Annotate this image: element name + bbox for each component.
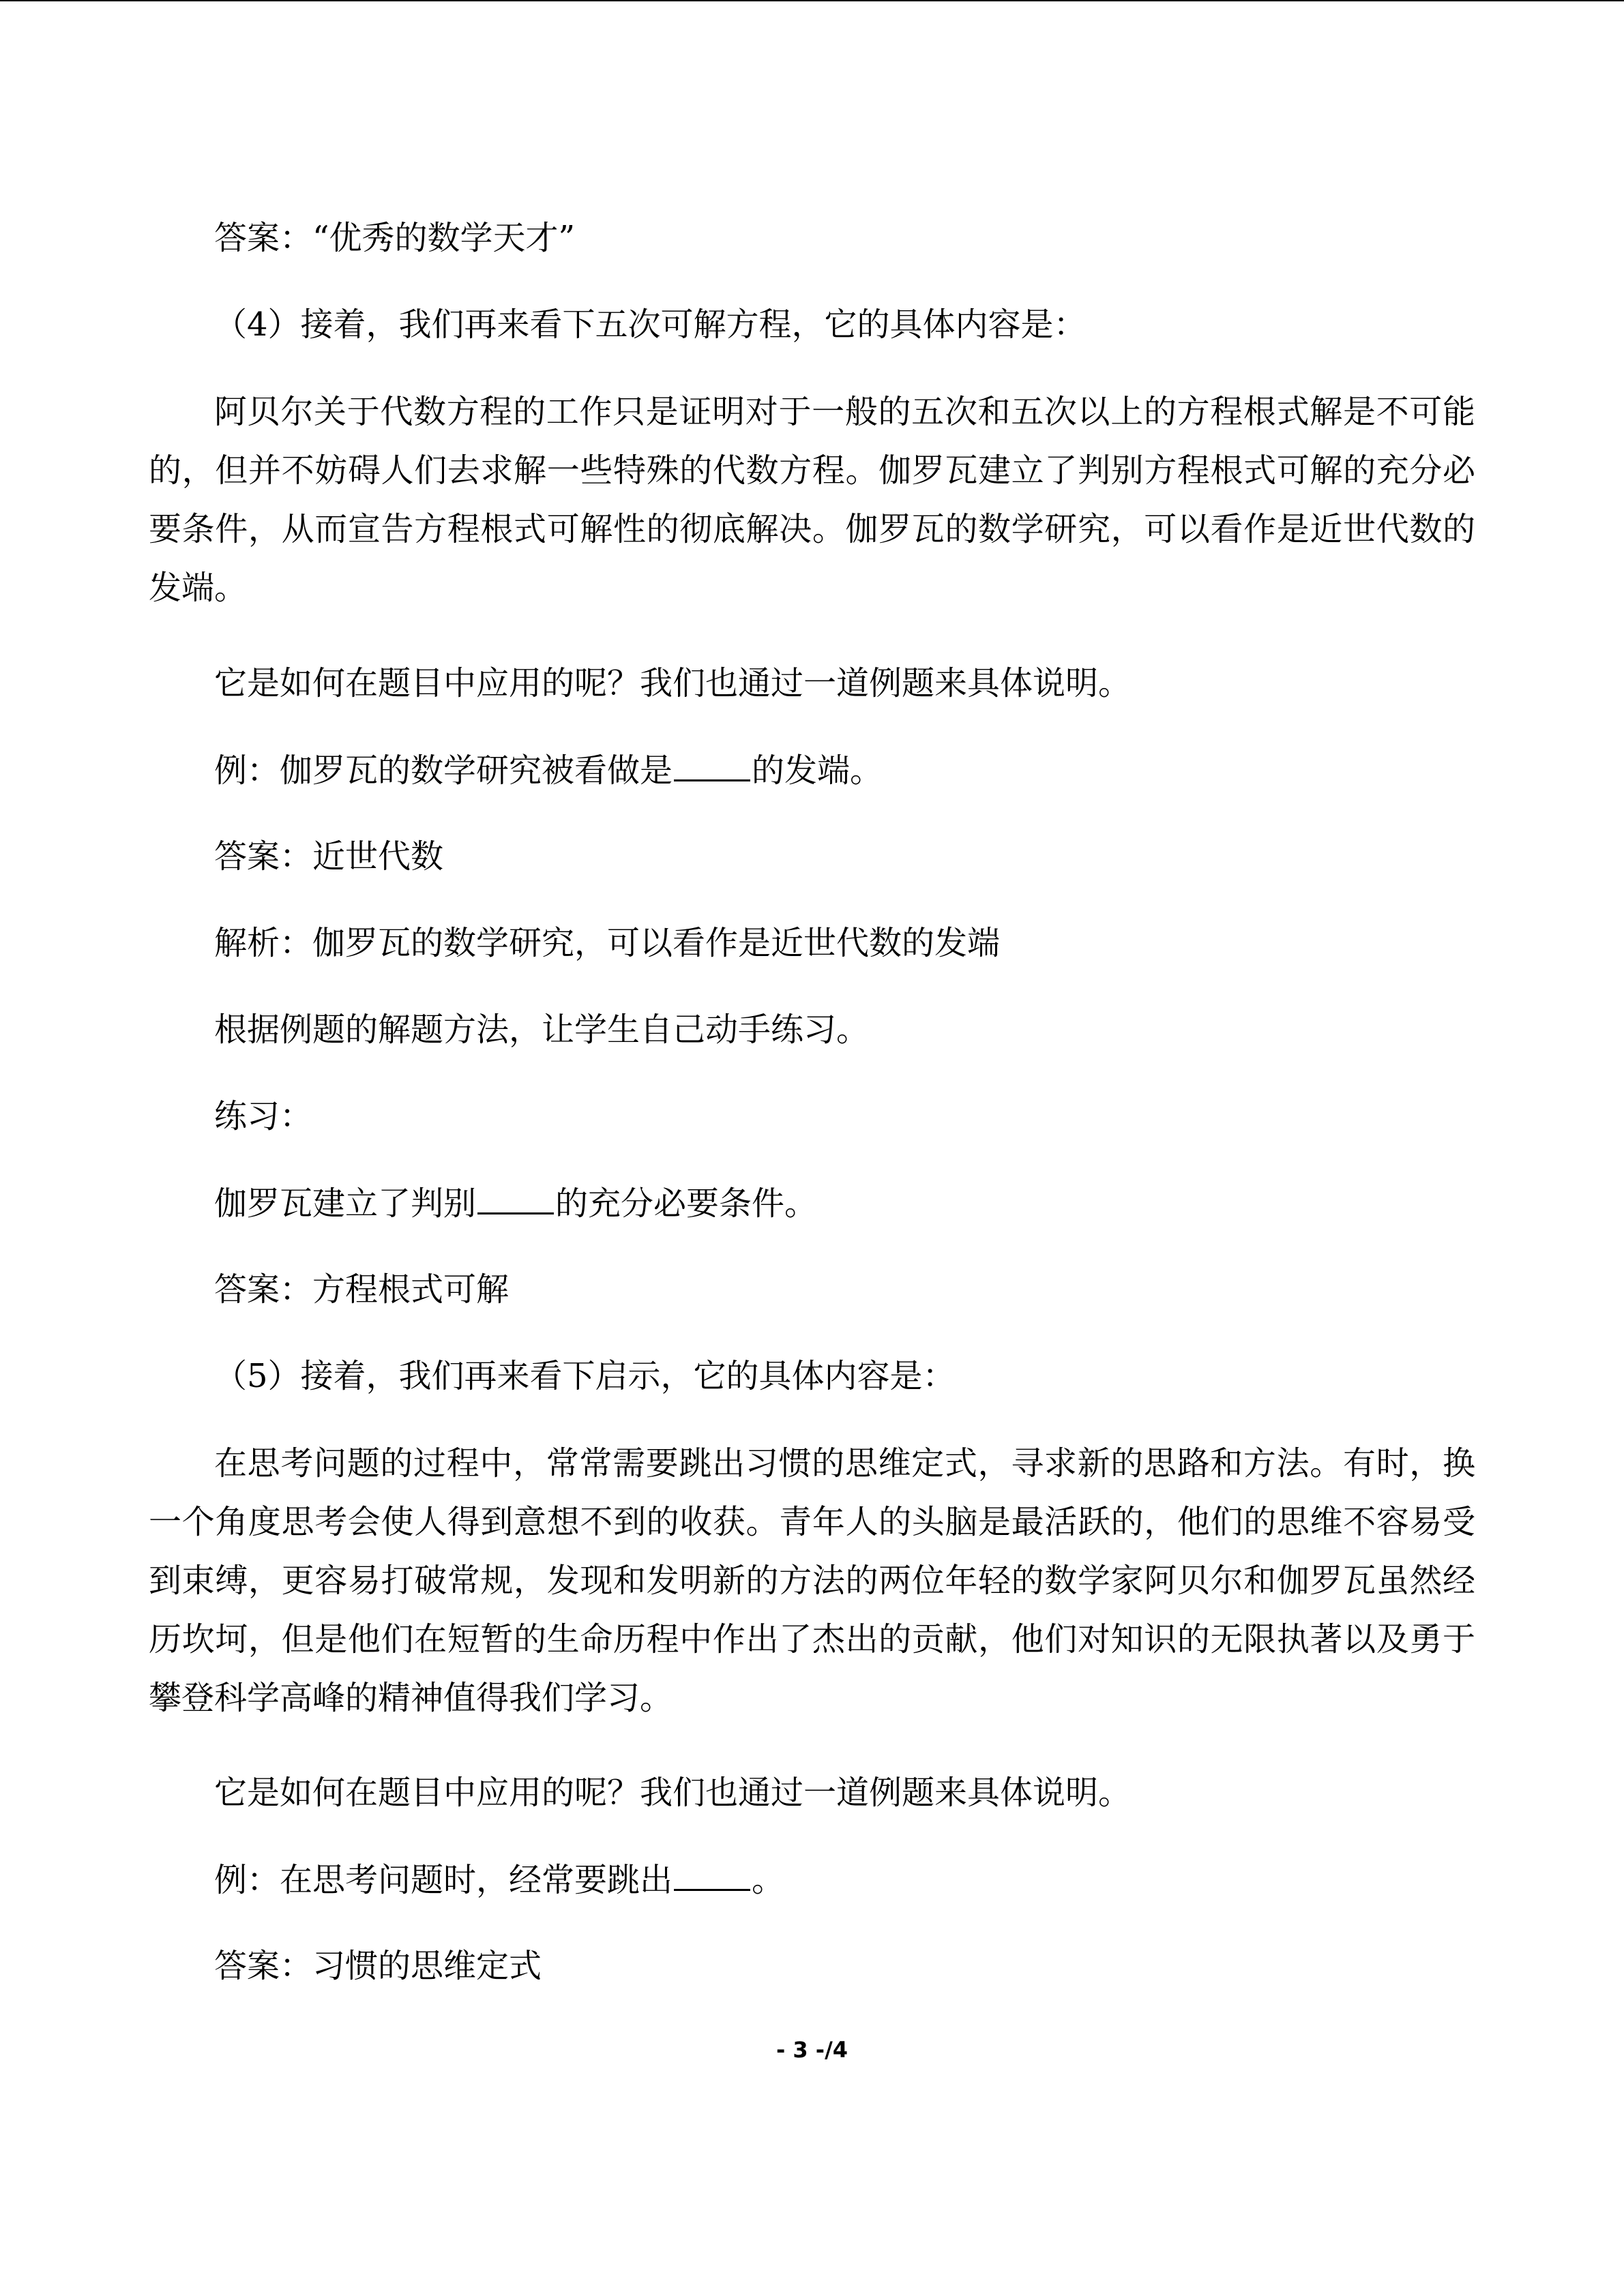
practice-question-text-after: 的充分必要条件。	[555, 1184, 818, 1223]
fill-in-blank	[674, 749, 750, 781]
example-question-2-text-after: 。	[752, 1861, 785, 1899]
answer-line-4: 答案：习惯的思维定式	[214, 1947, 542, 1985]
example-question-1-text-after: 的发端。	[752, 751, 883, 790]
analysis-line: 解析：伽罗瓦的数学研究，可以看作是近世代数的发端	[214, 924, 1001, 962]
example-intro-line-1: 它是如何在题目中应用的呢？我们也通过一道例题来具体说明。	[214, 664, 1132, 702]
fill-in-blank	[674, 1859, 750, 1891]
answer-line-2: 答案：近世代数	[214, 837, 444, 876]
example-question-2-text-before: 例：在思考问题时，经常要跳出	[214, 1861, 673, 1899]
answer-line-3: 答案：方程根式可解	[214, 1270, 510, 1309]
example-question-2	[214, 1859, 784, 1900]
paragraph-quintic-equations: 阿贝尔关于代数方程的工作只是证明对于一般的五次和五次以上的方程根式解是不可能的，但并不妨碍人们去求解一些特殊的代数方程。伽罗瓦建立了判别方程根式可解的充分必要条件，从而宣告方程根式可解性的彻底解决。伽罗瓦的数学研究，可以看作是近世代数的发端。	[149, 393, 1475, 607]
practice-instruction: 根据例题的解题方法，让学生自己动手练习。	[214, 1011, 870, 1049]
paragraph-inspiration: 在思考问题的过程中，常常需要跳出习惯的思维定式，寻求新的思路和方法。有时，换一个角度思考会使人得到意想不到的收获。青年人的头脑是最活跃的，他们的思维不容易受到束缚，更容易打破常规，发现和发明新的方法的两位年轻的数学家阿贝尔和伽罗瓦虽然经历坎坷，但是他们在短暂的生命历程中作出了杰出的贡献，他们对知识的无限执著以及勇于攀登科学高峰的精神值得我们学习。	[149, 1444, 1475, 1717]
example-question-1	[214, 749, 883, 791]
practice-question	[214, 1182, 817, 1224]
answer-line-1: 答案：“优秀的数学天才”	[214, 219, 576, 257]
practice-question-text-before: 伽罗瓦建立了判别	[214, 1184, 477, 1223]
practice-heading: 练习：	[214, 1097, 313, 1135]
fill-in-blank	[477, 1182, 554, 1214]
section-4-heading: （4）接着，我们再来看下五次可解方程，它的具体内容是：	[214, 305, 1087, 344]
example-question-1-text-before: 例：伽罗瓦的数学研究被看做是	[214, 751, 673, 790]
section-5-heading: （5）接着，我们再来看下启示，它的具体内容是：	[214, 1357, 956, 1395]
example-intro-line-2: 它是如何在题目中应用的呢？我们也通过一道例题来具体说明。	[214, 1774, 1132, 1812]
page-number: - 3 -/4	[776, 2037, 848, 2063]
